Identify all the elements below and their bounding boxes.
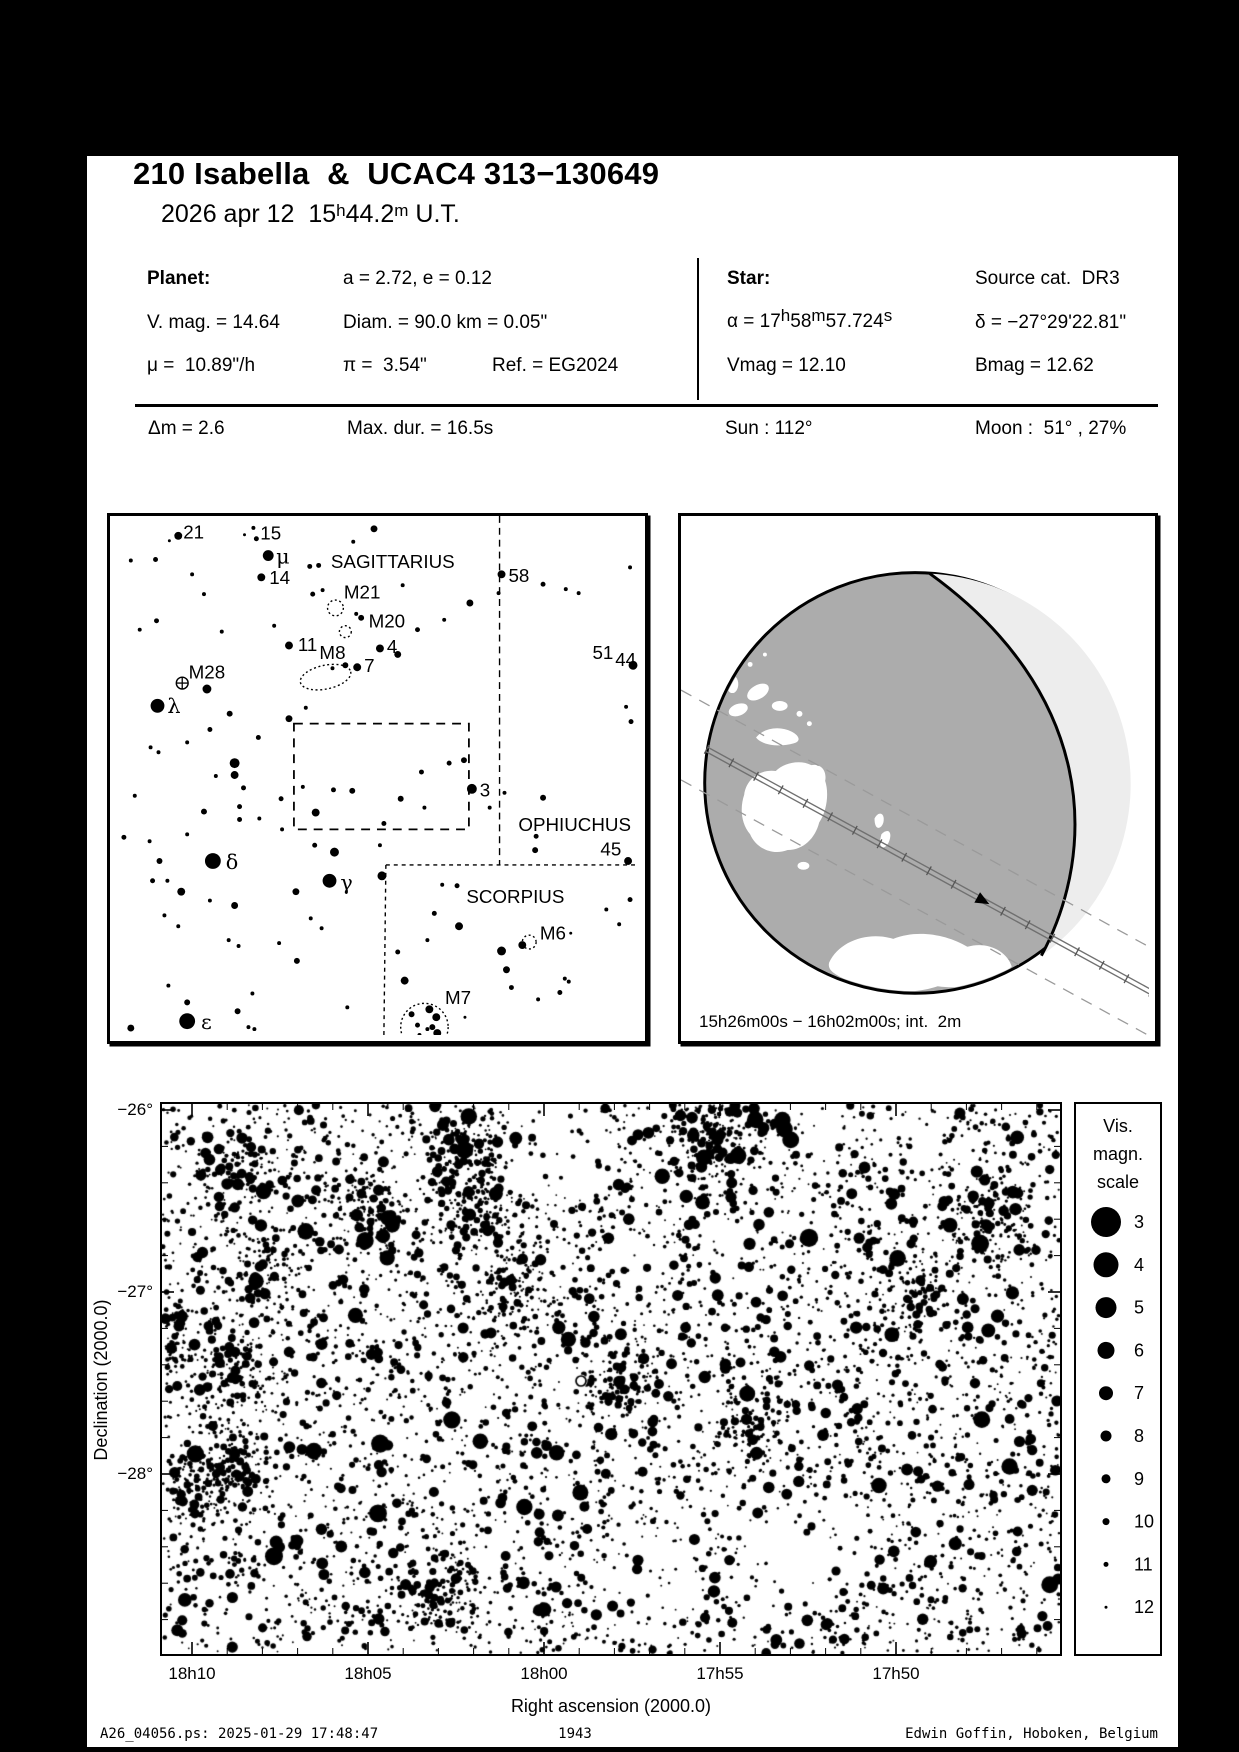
legend-mag-value: 8 [1134,1426,1145,1446]
y-tick-minus26: −26° [117,1100,153,1119]
planet-section-label: Planet: [147,268,211,289]
legend-mag-value: 9 [1134,1468,1145,1489]
chart-label: ε [201,1010,212,1035]
legend-mag-value: 11 [1134,1554,1153,1575]
earth-globe-map [681,516,1149,1035]
legend-mag-value: 7 [1134,1383,1145,1404]
chart-label: 51 [592,641,614,663]
x-tick-18h05: 18h05 [344,1664,392,1683]
legend-mag-dot [1091,1207,1121,1237]
info-rule [135,404,1158,407]
planet-diameter: Diam. = 90.0 km = 0.05" [343,312,548,333]
planet-orbit-elements: a = 2.72, e = 0.12 [343,268,492,289]
y-tick-minus27: −27° [117,1282,153,1301]
constellation-chart-panel [107,513,648,1044]
deepsky-object-M20 [339,626,351,638]
deepsky-object-M21 [328,600,344,616]
x-tick-17h50: 17h50 [872,1664,920,1683]
legend-mag-value: 4 [1134,1254,1145,1275]
chart-label: M6 [539,922,566,944]
sun-elongation: Sun : 112° [725,418,813,439]
chart-label: 14 [269,566,291,588]
legend-title-line: magn. [1092,1144,1144,1164]
chart-label: 21 [183,521,205,543]
max-duration: Max. dur. = 16.5s [347,418,494,439]
chart-label: M28 [188,661,226,683]
magnitude-scale [1076,1104,1160,1654]
source-catalog: Source cat. DR3 [975,268,1120,289]
page-title: 210 Isabella & UCAC4 313−130649 [133,156,660,191]
mag-drop: Δm = 2.6 [148,418,225,439]
footer-author: Edwin Goffin, Hoboken, Belgium [905,1726,1158,1742]
legend-mag-dot [1103,1518,1110,1525]
footer-filename: A26_04056.ps: 2025-01-29 17:48:47 [100,1726,379,1742]
x-tick-18h00: 18h00 [520,1664,568,1683]
x-tick-18h10: 18h10 [168,1664,216,1683]
legend-mag-value: 5 [1134,1297,1145,1318]
x-tick-17h55: 17h55 [696,1664,744,1683]
legend-mag-dot [1102,1474,1111,1483]
tasmania [798,862,810,870]
chart-label: μ [276,544,290,569]
starfield-plot [160,1102,1062,1656]
moon-elongation: Moon : 51° , 27% [975,418,1127,439]
legend-mag-dot [1096,1297,1117,1318]
planet-vmag: V. mag. = 14.64 [147,312,280,333]
star-bmag: Bmag = 12.62 [975,355,1094,376]
legend-title-line: scale [1096,1172,1140,1192]
star-section-label: Star: [727,268,771,289]
chart-label: M7 [444,986,472,1008]
y-axis-title: Declination (2000.0) [91,1299,111,1461]
chart-label: 15 [260,522,282,544]
event-datetime: 2026 apr 12 15$^h$44.2$^m$ U.T. [161,200,460,228]
info-divider [697,258,699,400]
chart-label: δ [225,850,239,874]
legend-mag-value: 6 [1134,1340,1145,1361]
footer-page-number: 1943 [558,1726,592,1742]
legend-mag-dot [1101,1431,1112,1442]
chart-label: 44 [615,648,637,670]
star-ra: $\alpha = 17^h58^m57.724^s$ [727,306,893,332]
chart-label: 7 [364,654,375,676]
y-tick-minus28: −28° [117,1464,153,1483]
legend-title-line: Vis. [1103,1116,1133,1136]
chart-label: OPHIUCHUS [518,813,631,835]
star-vmag: Vmag = 12.10 [727,355,846,376]
chart-label: SCORPIUS [466,886,565,908]
chart-label: M20 [368,610,406,632]
chart-label: 3 [479,779,491,801]
legend-mag-value: 3 [1134,1212,1145,1232]
chart-label: γ [340,870,353,895]
planet-motion: μ = 10.89"/h [147,355,256,376]
legend-mag-dot [1104,1562,1109,1567]
deepsky-object-M7 [401,1003,448,1035]
track-time-range: 15h26m00s − 16h02m00s; int. 2m [699,1012,962,1031]
reference: Ref. = EG2024 [492,355,619,376]
axes-ticks [162,1104,1060,1654]
chart-label: 58 [508,564,530,586]
chart-label: SAGITTARIUS [330,550,455,572]
constellation-chart [110,516,639,1035]
x-axis-title: Right ascension (2000.0) [510,1696,712,1716]
legend-mag-value: 10 [1134,1511,1155,1532]
legend-mag-dot [1105,1606,1108,1609]
legend-mag-dot [1094,1252,1119,1277]
legend-mag-dot [1099,1386,1113,1400]
chart-label: λ [167,693,181,718]
chart-label: M21 [343,581,381,603]
paper-sheet [87,156,1178,1747]
legend-mag-dot [1098,1342,1115,1359]
globe-panel [678,513,1158,1044]
deepsky-object-M28 [176,677,188,689]
planet-parallax: π = 3.54" [343,355,427,376]
chart-label: 11 [297,634,318,656]
chart-label: 45 [600,838,622,860]
magnitude-legend [1074,1102,1162,1656]
chart-label: 4 [386,635,398,657]
legend-mag-value: 12 [1134,1597,1155,1618]
star-dec: δ = −27°29'22.81" [975,312,1127,333]
chart-label: M8 [319,641,346,663]
